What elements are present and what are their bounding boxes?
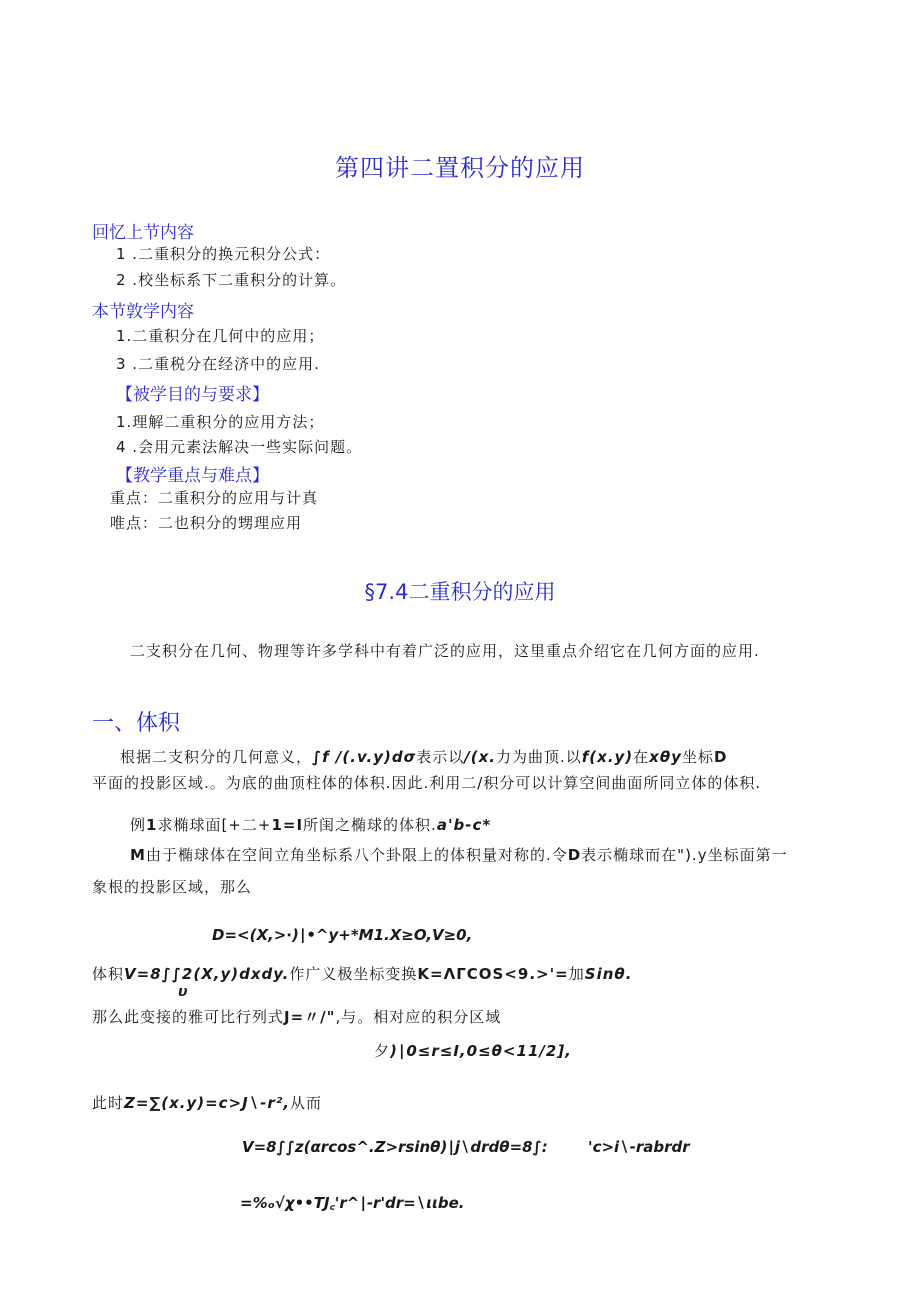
z-line [92, 1092, 322, 1113]
solution-text-b: 表示椭球而在").y坐标面第一 [581, 846, 788, 864]
content-heading: 本节敦学内容 [92, 302, 194, 322]
solution-math-d: D [567, 846, 582, 864]
vol-text-a: 体积 [92, 965, 125, 983]
example-math-2: a'b-c* [436, 816, 492, 834]
volume-paragraph-line-2: 平面的投影区域.。为底的曲顶柱体的体积.因此.利用二/积分可以计算空间曲面所同立体的体积. [92, 774, 762, 792]
vol-math-3: Sinθ. [584, 965, 633, 983]
p1-math-integral: ∫f /(.v.y)dσ [312, 748, 417, 766]
vol-text-c: 加 [568, 965, 585, 983]
keypoint-difficulty: 唯点：二也积分的甥理应用 [110, 514, 303, 532]
vol-text-b: 作广义极坐标变换 [289, 965, 418, 983]
recall-item-1: 1 .二重积分的换元积分公式： [116, 245, 331, 263]
recall-item-2: 2 .校坐标系下二重积分的计算。 [116, 271, 347, 289]
vol-subscript: υ [178, 984, 188, 1000]
example-line [130, 814, 491, 835]
z-math: Z=∑(x.y)=c>J∖-r², [124, 1094, 291, 1112]
equation-v-line-1b: 'c>i∖-rabrdr [588, 1138, 690, 1156]
jac-text-a: 那么此变接的雅可比行列式 [92, 1008, 285, 1026]
vol-math-1: V=8∫∫2(X,y)dxdy. [124, 965, 290, 983]
region-math: )∣0≤r≤I,0≤θ<11/2], [390, 1042, 572, 1060]
page-title: 第四讲二置积分的应用 [335, 154, 585, 182]
example-math-1: 1=I [271, 816, 304, 834]
vol-math-2: K=ΛΓCOS<9.>'= [417, 965, 569, 983]
volume-paragraph-line-1 [120, 746, 727, 767]
solution-text-a: 由于椭球体在空间立角坐标系八个卦限上的体积量对称的.令 [145, 846, 568, 864]
example-text-b: 所闺之椭球的体积. [303, 816, 437, 834]
p1-text-d: 在 [633, 748, 650, 766]
equation-domain-d: D=<(X,>∙)∣•^y+*M1.X≥O,V≥0, [212, 926, 473, 944]
p1-math-f: /(x. [464, 748, 496, 766]
p1-text-a: 根据二支积分的几何意义， [120, 748, 313, 766]
section-title: §7.4二重积分的应用 [364, 580, 556, 604]
jac-text-b: ,与。相对应的积分区域 [335, 1008, 502, 1026]
content-item-1: 1.二重积分在几何中的应用； [116, 327, 325, 345]
p1-math-xoy: xθy [649, 748, 682, 766]
p1-math-d: D [713, 748, 728, 766]
goals-heading: 【被学目的与要求】 [116, 385, 269, 405]
z-text-a: 此时 [92, 1094, 125, 1112]
z-text-b: 从而 [290, 1094, 323, 1112]
p1-math-fxy: f(x.y) [581, 748, 634, 766]
keypoint-focus: 重点：二重积分的应用与计真 [110, 489, 319, 507]
recall-heading: 回忆上节内容 [92, 223, 194, 243]
goals-item-2: 4 .会用元素法解决一些实际问题。 [116, 438, 363, 456]
region-text: 夕 [374, 1042, 391, 1060]
solution-line-1 [130, 844, 788, 865]
volume-formula-line [92, 963, 632, 984]
jac-math: J=〃/" [284, 1008, 336, 1026]
volume-heading: 一、体积 [92, 711, 181, 736]
equation-v-line-1: V=8∫∫z(αrcos^.Z>rsinθ)∣j∖drdθ=8∫: [242, 1138, 548, 1156]
keypoints-heading: 【教学重点与难点】 [116, 466, 269, 486]
goals-item-1: 1.理解二重积分的应用方法； [116, 413, 325, 431]
solution-math-m: M [130, 846, 146, 864]
example-number: 1 [146, 816, 158, 834]
p1-text-c: 力为曲顶.以 [495, 748, 582, 766]
content-item-2: 3 .二重税分在经济中的应用. [116, 355, 320, 373]
solution-line-2: 象根的投影区域，那么 [92, 878, 253, 896]
jacobian-line [92, 1006, 501, 1027]
intro-paragraph: 二支积分在几何、物理等许多学科中有着广泛的应用，这里重点介绍它在几何方面的应用. [130, 642, 760, 660]
p1-text-b: 表示以 [416, 748, 465, 766]
equation-v-line-2: =%ₒ√χ••TJ꜀'r^∣-r'dr=∖ιιbe. [240, 1194, 465, 1212]
p1-text-e: 坐标 [681, 748, 714, 766]
example-text-a: 求椭球面[+二+ [157, 816, 272, 834]
example-label: 例 [130, 816, 147, 834]
region-line [374, 1040, 572, 1061]
